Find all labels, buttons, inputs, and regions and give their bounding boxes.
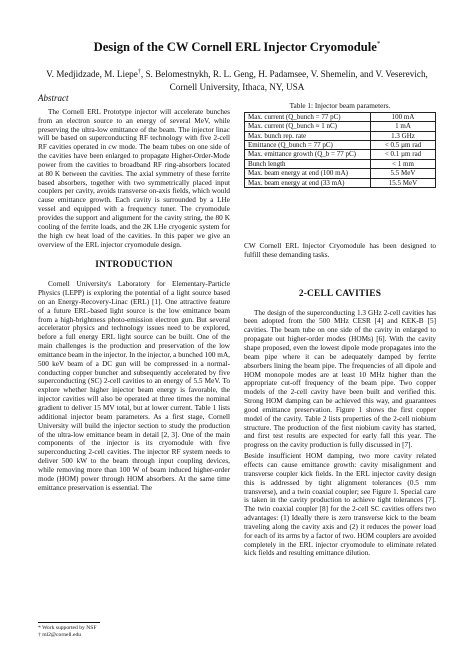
footnote-2: † ml2@cornell.edu [38, 632, 82, 639]
intro-text: Cornell University's Laboratory for Elementary-Particle Physics (LEPP) is exploring the potential of a light source based on an Energy-Recovery-Linac (ERL) [1]. One attractive feature of a future ERL-based light source is the low emittance beam from a high-brightness photo-emission electron gun. But several accelerator physics and technology issues need to be explored, before a full energy ERL light source can be built. One of the main challenges is the production and preservation of the low emittance beam in the injector. In the injector, a bunched 100 mA, 500 keV beam of a DC gun will be compressed in a normal-conducting copper buncher and subsequently accelerated by five superconducting (SC) 2-cell cavities to an energy of 5.5 MeV. To explore whether higher injector beam energy is favorable, the injector cavities will also be operated at three times the nominal gradient to deliver 15 MV total, but at lower current. Table 1 lists additional injector beam parameters. As a first stage, Cornell University will build the injector section to study the production of the ultra-low emittance beam in detail [2, 3]. One of the main components of the injector is its cryomodule with five superconducting 2-cell cavities. The injector RF system needs to deliver 500 kW to the beam through input coupling devices, while removing more than 100 W of beam induced higher-order mode (HOM) power through HOM absorbers. At the same time emittance preservation is essential. The [38, 280, 230, 492]
table-cell-value: < 0.5 µm rad [371, 141, 436, 150]
table-row [245, 122, 436, 131]
table-row [245, 150, 436, 159]
table-cell-label: Emittance (Q_bunch = 77 pC) [245, 141, 371, 150]
affiliation: Cornell University, Ithaca, NY, USA [169, 82, 305, 93]
cavities-paragraph-1: The design of the superconducting 1.3 GHz 2-cell cavities has been adopted from the 500 MHz CESR [4] and KEK-B [5] cavities. The beam tube on one side of the cavity in enlarged to propagate out higher-order modes (HOMs) [6]. With the cavity shape proposed, even the lowest dipole mode propagates into the beam pipe where it can be adequately damped by ferrite absorbers lining the beam pipe. The frequencies of all dipole and HOM monopole modes are at least 10 MHz higher than the appropriate cut-off frequency of the beam pipe. Two copper models of the 2-cell cavity have been built and verified this. Strong HOM damping can be achieved this way, and guarantees good emittance preservation. Figure 1 shows the first copper model of the cavity. Table 2 lists properties of the 2-cell niobium structure. The production of the first niobium cavity has started, and first test results are expected for early fall this year. The progress on the cavity production is fully discussed in [7]. [244, 308, 436, 450]
cavities-heading: 2-CELL CAVITIES [298, 288, 382, 299]
table-caption: Table 1: Injector beam parameters. [289, 102, 391, 110]
table-cell-value: 1.3 GHz [371, 131, 436, 140]
continued-text: CW Cornell ERL Injector Cryomodule has been designed to fulfill these demanding tasks. [244, 242, 436, 259]
footnote-rule [38, 622, 100, 623]
table-cell-value: 1 mA [371, 122, 436, 131]
right-column [244, 102, 436, 558]
table-cell-label: Max. beam energy at end (100 mA) [245, 169, 371, 178]
table-cell-label: Max. beam energy at end (33 mA) [245, 178, 371, 187]
paper-title: Design of the CW Cornell ERL Injector Cryomodule* [93, 40, 381, 55]
table-cell-value: 5.5 MeV [371, 169, 436, 178]
table-cell-label: Max. current (Q_bunch = 77 pC) [245, 112, 371, 121]
table-cell-value: < 1 mm [371, 159, 436, 168]
table-cell-label: Max. emittance growth (Q_b = 77 pC) [245, 150, 371, 159]
table-cell-label: Bunch length [245, 159, 371, 168]
table-cell-value: 100 mA [371, 112, 436, 121]
table-cell-label: Max. current (Q_bunch ≈ 1 nC) [245, 122, 371, 131]
cavities-paragraph-2: Beside insufficient HOM damping, two more cavity related effects can cause emittance growth: cavity misalignment and transverse coupler kick fields. In the ERL injector cavity design this is addressed by tight alignment tolerances (0.5 mm transverse), and a twin coaxial coupler; see Figure 1. Special care is taken in the cavity production to achieve tight tolerances [7]. The twin coaxial coupler [8] for the 2-cell SC cavities offers two advantages: (1) Ideally there is zero transverse kick to the beam traveling along the cavity axis and (2) it reduces the power load for each of its arms by a factor of two. HOM couplers are avoided completely in the ERL injector cryomodule to eliminate related kick fields and resulting emittance dilution. [244, 452, 436, 558]
table-row [245, 178, 436, 187]
table-row [245, 159, 436, 168]
author-block: V. Medjidzade, M. Liepe†, S. Belomestnykh, R. L. Geng, H. Padamsee, V. Shemelin, and V. Veserevich, Cornell University, Ithaca, NY, USA [0, 66, 474, 94]
table-cell-value: < 0.1 µm rad [371, 150, 436, 159]
table-row [245, 112, 436, 121]
table-cell-label: Max. bunch rep. rate [245, 131, 371, 140]
table-row [245, 169, 436, 178]
footnote-1: * Work supported by NSF [38, 625, 97, 631]
abstract-heading: Abstract [38, 93, 69, 103]
footnotes [38, 622, 230, 639]
left-column [38, 94, 230, 492]
table-cell-value: 15.5 MeV [371, 178, 436, 187]
table-row [245, 131, 436, 140]
intro-heading: INTRODUCTION [95, 260, 173, 271]
table-row [245, 141, 436, 150]
beam-parameter-table [244, 112, 436, 188]
abstract-text: The Cornell ERL Prototype injector will accelerate bunches from an electron source to an energy of several MeV, while preserving the ultra-low emittance of the beam. The injector linac will be based on superconducting RF technology with five 2-cell RF cavities operated in cw mode. The beam tubes on one side of the cavities have been enlarged to propagate Higher-Order-Mode power from the cavities to broadband RF ring-absorbers located at 80 K between the cavities. The axial symmetry of these ferrite based absorbers, together with two symmetrically placed input couplers per cavity, avoids transverse on-axis fields, which would cause emittance growth. Each cavity is surrounded by a LHe vessel and equipped with a frequency tuner. The cryomodule provides the support and alignment for the cavity string, the 80 K cooling of the ferrite loads, and the 2K LHe cryogenic system for the high cw heat load of the cavities. In this paper we give an overview of the ERL injector cryomodule design. [38, 107, 230, 249]
